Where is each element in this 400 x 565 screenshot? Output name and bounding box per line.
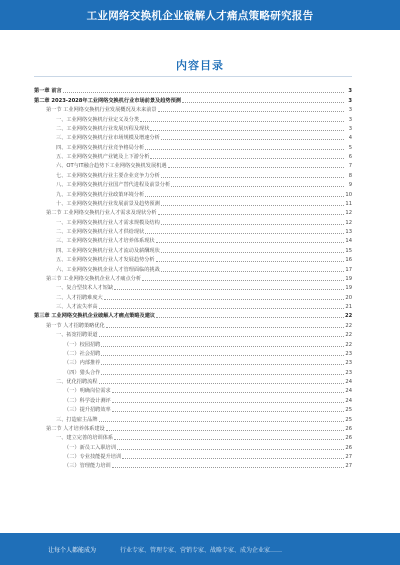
toc-entry[interactable]: [34, 85, 352, 94]
toc-entry-page: 21: [345, 304, 352, 310]
toc-entry[interactable]: [34, 151, 352, 160]
toc-entry-page: 26: [345, 444, 352, 451]
toc-leader-dots: [114, 289, 344, 290]
toc-entry[interactable]: [34, 394, 352, 403]
toc-entry-page: 24: [345, 388, 352, 395]
toc-entry-page: 15: [345, 247, 352, 254]
toc-entry-page: 3: [348, 125, 352, 132]
toc-entry-label: 二、工业网络交换机行业发展历程及现状: [56, 125, 150, 132]
toc-entry-page: 17: [345, 266, 352, 273]
toc-leader-dots: [99, 383, 344, 384]
toc-entry-label: 第三章 工业网络交换机企业破解人才痛点策略及建议: [34, 313, 156, 320]
toc-entry[interactable]: [34, 235, 352, 244]
toc-entry-label: 一、工业网络交换机行业人才需求规模及结构: [56, 219, 160, 226]
toc-entry-page: 19: [345, 285, 352, 292]
toc-entry-label: 三、人才流失率高: [56, 304, 98, 310]
toc-entry[interactable]: [34, 338, 352, 347]
toc-entry-label: 五、工业网络交换机行业人才发展趋势分析: [56, 257, 155, 264]
toc-entry-label: 二、工业网络交换机行业人才供给现状: [56, 229, 145, 235]
toc-entry[interactable]: [34, 441, 352, 450]
toc-leader-dots: [156, 261, 344, 262]
toc-entry[interactable]: [34, 357, 352, 366]
toc-entry[interactable]: [34, 404, 352, 413]
toc-leader-dots: [156, 317, 344, 318]
toc-entry[interactable]: [34, 460, 352, 469]
toc-entry-label: 第三节 工业网络交换机企业人才痛点分析: [46, 275, 142, 282]
toc-leader-dots: [158, 111, 344, 112]
toc-entry-page: 13: [345, 229, 352, 235]
toc-leader-dots: [161, 177, 344, 178]
toc-leader-dots: [112, 411, 344, 412]
toc-leader-dots: [171, 186, 344, 187]
toc-leader-dots: [117, 449, 344, 450]
toc-entry-label: 二、人才招聘难度大: [56, 294, 103, 301]
toc-entry-page: 24: [345, 397, 352, 404]
toc-entry-page: 26: [345, 425, 352, 432]
toc-entry[interactable]: [34, 451, 352, 460]
toc-entry-label: 四、工业网络交换机行业竞争格局分析: [56, 144, 145, 151]
toc-entry[interactable]: [34, 254, 352, 263]
toc-entry-label: 第二节 工业网络交换机行业人才需求及现状分析: [46, 210, 157, 217]
toc-leader-dots: [168, 167, 344, 168]
toc-entry-label: 三、工业网络交换机行业市场规模及增速分析: [56, 135, 160, 142]
toc-leader-dots: [161, 205, 344, 206]
toc-entry-page: 3: [348, 88, 352, 95]
toc-entry-page: 22: [345, 322, 352, 329]
toc-entry[interactable]: [34, 432, 352, 441]
toc-leader-dots: [112, 467, 344, 468]
toc-entry[interactable]: [34, 329, 352, 338]
toc-leader-dots: [142, 280, 344, 281]
toc-entry[interactable]: [34, 226, 352, 235]
toc-entry-label: （二）社会招聘: [64, 350, 101, 357]
toc-entry-page: 8: [348, 172, 352, 179]
toc-entry-label: 七、工业网络交换机行业主要企业竞争力分析: [56, 172, 160, 179]
toc-leader-dots: [114, 439, 344, 440]
toc-leader-dots: [145, 233, 344, 234]
toc-entry-label: 第二章 2023-2028年工业网络交换机行业市场前景及趋势预测: [34, 97, 181, 104]
toc-entry-page: 10: [345, 191, 352, 198]
toc-entry-page: 5: [348, 144, 352, 151]
toc-entry-label: （一）新员工入职培训: [64, 444, 116, 451]
toc-entry[interactable]: [34, 423, 352, 432]
toc-entry-page: 22: [345, 332, 352, 339]
toc-entry-page: 25: [345, 416, 352, 423]
toc-entry[interactable]: [34, 179, 352, 188]
toc-entry[interactable]: [34, 113, 352, 122]
toc-entry-page: 12: [345, 219, 352, 226]
toc-leader-dots: [122, 458, 344, 459]
toc-leader-dots: [106, 327, 344, 328]
toc-entry-page: 16: [345, 257, 352, 264]
toc-leader-dots: [101, 346, 344, 347]
toc-entry-label: （三）内部推荐: [64, 360, 101, 367]
toc-entry[interactable]: [34, 123, 352, 132]
toc-entry-label: 第一节 工业网络交换机行业发展概况及未来前景: [46, 107, 157, 114]
toc-entry[interactable]: [34, 132, 352, 141]
toc-entry-label: 一、建立完善的培训体系: [56, 435, 114, 442]
toc-entry-label: 一、拓宽招聘渠道: [56, 332, 98, 339]
toc-entry-label: 第一节 人才招聘策略优化: [46, 322, 105, 329]
toc-entry-label: （三）管理能力培训: [64, 463, 111, 470]
toc-divider: [34, 76, 352, 77]
toc-entry[interactable]: [34, 207, 352, 216]
toc-leader-dots: [99, 336, 344, 337]
toc-entry-label: 三、工业网络交换机行业人才培养体系现状: [56, 238, 155, 245]
toc-leader-dots: [104, 299, 344, 300]
toc-entry[interactable]: [34, 160, 352, 169]
toc-leader-dots: [182, 102, 344, 103]
toc-entry[interactable]: [34, 216, 352, 225]
toc-leader-dots: [145, 196, 344, 197]
toc-leader-dots: [101, 374, 344, 375]
toc-entry[interactable]: [34, 282, 352, 291]
toc-leader-dots: [112, 392, 344, 393]
toc-entry[interactable]: [34, 244, 352, 253]
toc-leader-dots: [140, 121, 344, 122]
table-of-contents: [34, 85, 352, 469]
toc-entry-label: （二）专业技能提升培训: [64, 454, 122, 460]
toc-entry-label: 一、工业网络交换机行业定义及分类: [56, 116, 140, 123]
toc-entry[interactable]: [34, 348, 352, 357]
toc-leader-dots: [161, 252, 344, 253]
footer-roles: 行业专家、管理专家、营销专家、战略专家、成为企业家……: [120, 546, 283, 554]
toc-entry-page: 14: [345, 238, 352, 245]
toc-entry[interactable]: [34, 188, 352, 197]
toc-entry-label: 二、优化招聘流程: [56, 379, 98, 385]
toc-entry-label: （一）明确岗位需求: [64, 388, 111, 395]
toc-entry-page: 12: [345, 210, 352, 217]
toc-entry-label: 六、OT与IT融合趋势下工业网络交换机发展机遇: [56, 163, 167, 170]
report-title: 工业网络交换机企业破解人才痛点策略研究报告: [86, 9, 314, 22]
toc-entry[interactable]: [34, 310, 352, 319]
toc-leader-dots: [158, 214, 344, 215]
toc-entry-label: 三、打造雇主品牌: [56, 416, 98, 423]
toc-entry-page: 23: [345, 369, 352, 376]
toc-entry-page: 19: [345, 275, 352, 282]
toc-entry-page: 3: [348, 97, 352, 104]
toc-entry-page: 20: [345, 294, 352, 301]
toc-entry-label: （三）提升招聘效率: [64, 407, 111, 414]
toc-entry[interactable]: [34, 169, 352, 178]
toc-leader-dots: [99, 421, 344, 422]
toc-leader-dots: [150, 158, 344, 159]
toc-entry[interactable]: [34, 141, 352, 150]
toc-entry[interactable]: [34, 263, 352, 272]
toc-leader-dots: [63, 92, 344, 93]
toc-entry-page: 23: [345, 350, 352, 357]
toc-leader-dots: [101, 364, 344, 365]
toc-entry-page: 9: [348, 182, 352, 189]
toc-entry-page: 23: [345, 360, 352, 367]
toc-entry-label: 第二节 人才培养体系建设: [46, 425, 105, 432]
toc-leader-dots: [156, 242, 344, 243]
toc-entry-page: 22: [345, 313, 352, 320]
toc-entry[interactable]: [34, 291, 352, 300]
toc-entry-label: （一）校园招聘: [64, 341, 101, 348]
toc-entry-page: 4: [348, 135, 352, 142]
toc-entry-label: 九、工业网络交换机行业政策环境分析: [56, 191, 145, 198]
toc-entry[interactable]: [34, 319, 352, 328]
toc-entry-label: 四、工业网络交换机行业人才流动及薪酬现状: [56, 247, 160, 254]
toc-entry-label: （二）科学设计测评: [64, 397, 111, 404]
toc-entry[interactable]: [34, 385, 352, 394]
toc-leader-dots: [145, 149, 344, 150]
toc-leader-dots: [161, 224, 344, 225]
toc-entry-page: 3: [348, 116, 352, 123]
toc-entry-label: （四）猎头合作: [64, 369, 101, 376]
footer-slogan: 让每个人都能成为: [48, 546, 97, 554]
toc-entry-page: 11: [345, 200, 352, 207]
toc-entry-page: 27: [345, 454, 352, 460]
toc-entry-page: 27: [345, 463, 352, 470]
toc-entry-page: 25: [345, 407, 352, 414]
toc-entry-page: 24: [345, 379, 352, 385]
toc-leader-dots: [99, 308, 344, 309]
report-footer: [0, 533, 400, 565]
toc-entry-page: 6: [348, 154, 352, 160]
toc-leader-dots: [161, 139, 344, 140]
toc-entry[interactable]: [34, 376, 352, 385]
toc-entry-label: 十、工业网络交换机行业发展前景及趋势预测: [56, 200, 160, 207]
toc-entry-page: 22: [345, 341, 352, 348]
toc-entry[interactable]: [34, 94, 352, 103]
toc-leader-dots: [106, 430, 344, 431]
toc-leader-dots: [112, 402, 344, 403]
toc-entry-label: 第一章 前言: [34, 88, 62, 95]
toc-leader-dots: [161, 271, 344, 272]
toc-leader-dots: [150, 130, 344, 131]
toc-entry[interactable]: [34, 366, 352, 375]
toc-entry[interactable]: [34, 301, 352, 310]
toc-entry[interactable]: [34, 413, 352, 422]
toc-entry-page: 3: [348, 107, 352, 114]
toc-entry-label: 五、工业网络交换机产业链及上下游分析: [56, 154, 150, 160]
toc-entry-label: 八、工业网络交换机行业国产替代进程及前景分析: [56, 182, 171, 189]
toc-entry-page: 7: [348, 163, 352, 170]
toc-entry[interactable]: [34, 273, 352, 282]
toc-entry-page: 26: [345, 435, 352, 442]
toc-entry[interactable]: [34, 104, 352, 113]
toc-heading: 内容目录: [176, 59, 224, 72]
toc-leader-dots: [101, 355, 344, 356]
toc-entry-label: 六、工业网络交换机企业人才管理面临的挑战: [56, 266, 160, 273]
report-header: [0, 0, 400, 30]
toc-entry[interactable]: [34, 198, 352, 207]
toc-entry-label: 一、复合型技术人才短缺: [56, 285, 114, 292]
